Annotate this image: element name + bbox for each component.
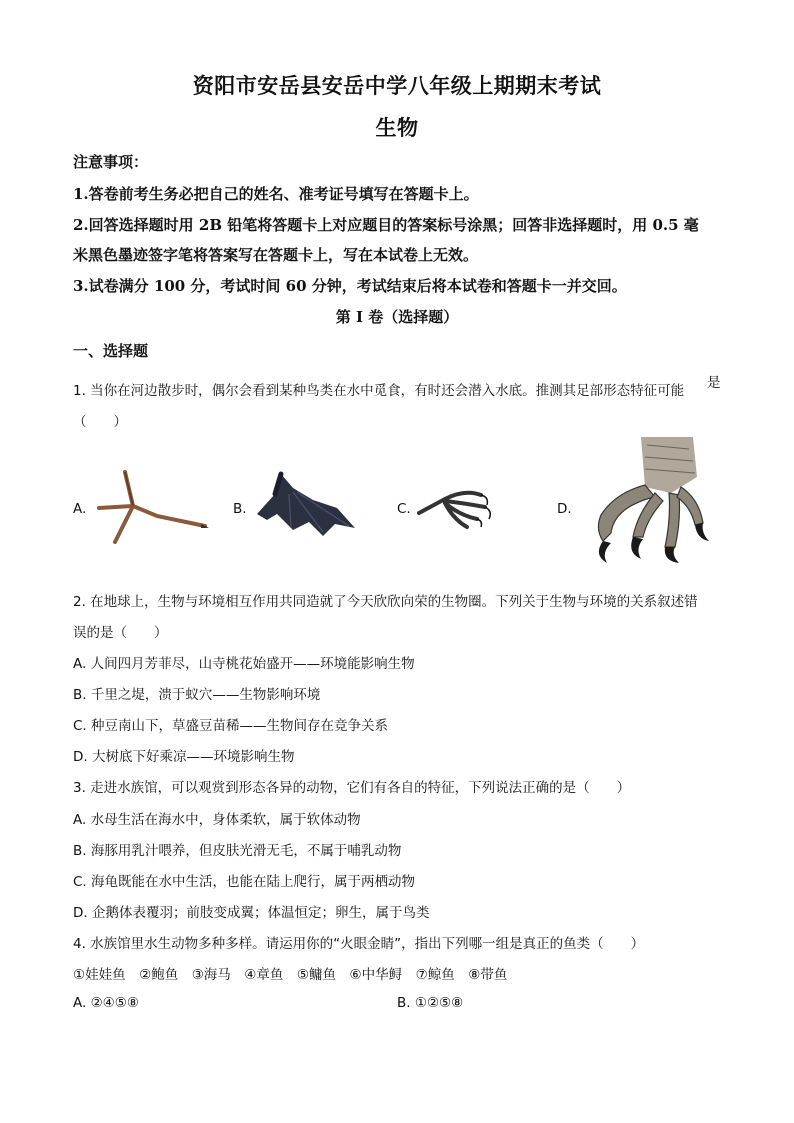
q1-option-a-label: A. <box>73 501 87 517</box>
notice-item-2-line-1: 2.回答选择题时用 2B 铅笔将答题卡上对应题目的答案标号涂黑；回答非选择题时，用 0.5 毫 <box>73 216 699 234</box>
raptor-talon-image <box>585 437 710 567</box>
notice-item-2-line-2: 米黑色墨迹签字笔将答案写在答题卡上，写在本试卷上无效。 <box>73 246 479 264</box>
q4-stem: 4. 水族馆里水生动物多种多样。请运用你的“火眼金睛”，指出下列哪一组是真正的鱼类（ ） <box>73 936 645 952</box>
exam-title: 资阳市安岳县安岳中学八年级上期期末考试 <box>192 73 602 98</box>
notice-item-1: 1.答卷前考生务必把自己的姓名、准考证号填写在答题卡上。 <box>73 185 479 203</box>
q1-option-d-label: D. <box>557 501 572 517</box>
wading-bird-foot-image <box>95 470 215 546</box>
q2-option-d: D. 大树底下好乘凉——环境影响生物 <box>73 749 295 765</box>
q3-stem: 3. 走进水族馆，可以观赏到形态各异的动物，它们有各自的特征，下列说法正确的是（ ） <box>73 780 631 796</box>
q3-option-d: D. 企鹅体表覆羽；前肢变成翼；体温恒定；卵生，属于鸟类 <box>73 905 430 921</box>
notice-heading: 注意事项： <box>73 153 149 171</box>
q3-option-b: B. 海豚用乳汁喂养，但皮肤光滑无毛，不属于哺乳动物 <box>73 843 402 859</box>
q1-stem-line-2: （ ） <box>73 414 127 430</box>
q2-option-b: B. 千里之堤，溃于蚁穴——生物影响环境 <box>73 687 321 703</box>
q1-option-c-label: C. <box>397 501 411 517</box>
q1-stem-line-1: 1. 当你在河边散步时，偶尔会看到某种鸟类在水中觅食，有时还会潜入水底。推测其足部形态特征可能 <box>73 383 685 399</box>
q4-option-a: A. ②④⑤⑧ <box>73 995 139 1011</box>
subject-title: 生物 <box>375 115 419 140</box>
q4-items: ①娃娃鱼 ②鲍鱼 ③海马 ④章鱼 ⑤鳙鱼 ⑥中华鲟 ⑦鲸鱼 ⑧带鱼 <box>73 967 508 983</box>
part-heading: 第 I 卷（选择题） <box>335 308 459 326</box>
q2-option-a: A. 人间四月芳菲尽，山寺桃花始盛开——环境能影响生物 <box>73 656 415 672</box>
q3-option-a: A. 水母生活在海水中，身体柔软，属于软体动物 <box>73 812 361 828</box>
q2-stem-line-1: 2. 在地球上，生物与环境相互作用共同造就了今天欣欣向荣的生物圈。下列关于生物与环境的关系叙述错 <box>73 594 698 610</box>
perching-bird-foot-image <box>415 485 495 530</box>
section-heading: 一、选择题 <box>73 342 149 360</box>
q3-option-c: C. 海龟既能在水中生活，也能在陆上爬行，属于两栖动物 <box>73 874 416 890</box>
q1-option-b-label: B. <box>233 501 247 517</box>
q1-stem-tail: 是 <box>707 375 721 391</box>
webbed-duck-foot-image <box>253 470 358 540</box>
q2-option-c: C. 种豆南山下，草盛豆苗稀——生物间存在竞争关系 <box>73 718 389 734</box>
notice-item-3: 3.试卷满分 100 分，考试时间 60 分钟，考试结束后将本试卷和答题卡一并交回。 <box>73 277 627 295</box>
q2-stem-line-2: 误的是（ ） <box>73 625 168 641</box>
q4-option-b: B. ①②⑤⑧ <box>397 995 464 1011</box>
